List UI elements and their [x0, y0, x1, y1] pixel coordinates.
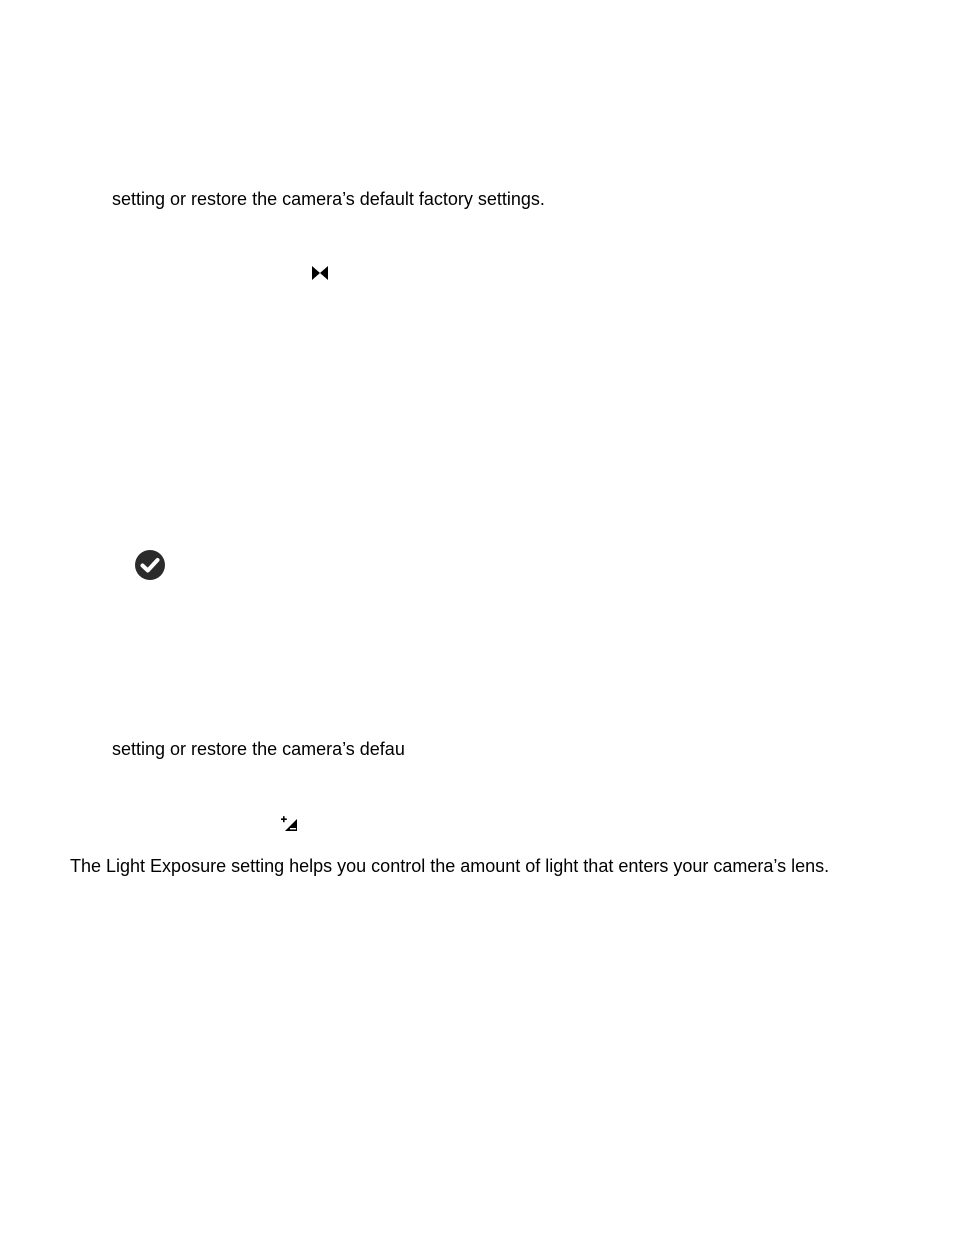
bowtie-icon	[311, 265, 329, 281]
checkmark-circle-icon	[134, 549, 166, 581]
paragraph-text: setting or restore the camera’s default factory settings.	[112, 189, 545, 209]
paragraph-text: setting or restore the camera’s defau	[112, 739, 405, 759]
exposure-compensation-icon	[281, 815, 298, 832]
paragraph-text: The Light Exposure setting helps you control the amount of light that enters your camera’s lens.	[70, 856, 830, 876]
